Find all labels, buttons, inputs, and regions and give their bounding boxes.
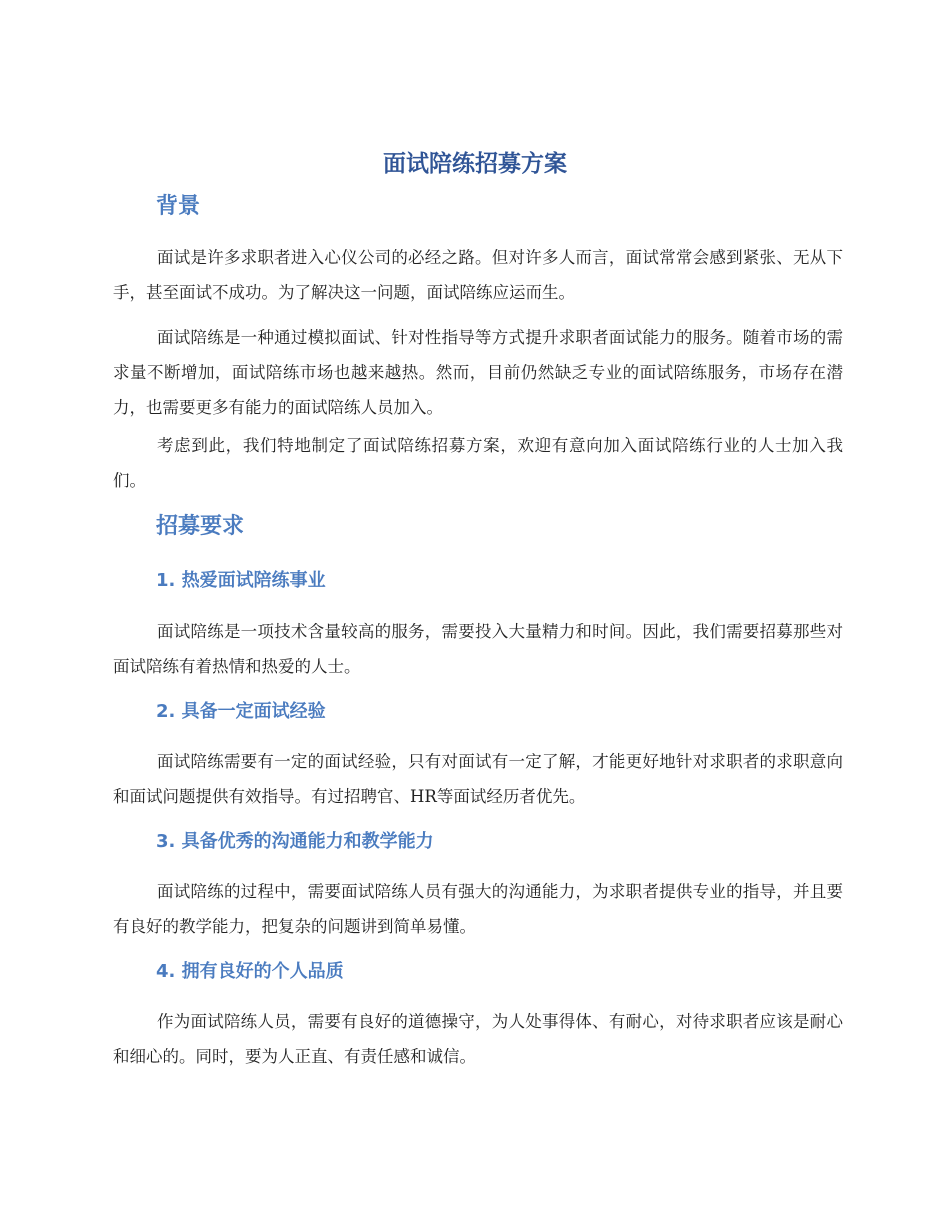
requirement-heading-2: 2. 具备一定面试经验 <box>156 701 326 722</box>
requirement-paragraph-1: 面试陪练是一项技术含量较高的服务，需要投入大量精力和时间。因此，我们需要招募那些对面试陪练有着热情和热爱的人士。 <box>113 622 843 676</box>
requirement-paragraph-3: 面试陪练的过程中，需要面试陪练人员有强大的沟通能力，为求职者提供专业的指导，并且要有良好的教学能力，把复杂的问题讲到简单易懂。 <box>113 882 843 936</box>
requirement-paragraph-2: 面试陪练需要有一定的面试经验，只有对面试有一定了解，才能更好地针对求职者的求职意向和面试问题提供有效指导。有过招聘官、HR等面试经历者优先。 <box>113 752 843 806</box>
requirement-heading-4: 4. 拥有良好的个人品质 <box>156 961 344 982</box>
section-heading-requirements: 招募要求 <box>156 514 245 539</box>
requirement-heading-1: 1. 热爱面试陪练事业 <box>156 570 326 591</box>
document-title: 面试陪练招募方案 <box>383 151 567 177</box>
background-paragraph-2: 面试陪练是一种通过模拟面试、针对性指导等方式提升求职者面试能力的服务。随着市场的需求量不断增加，面试陪练市场也越来越热。然而，目前仍然缺乏专业的面试陪练服务，市场存在潜力，也需要更多有能力的面试陪练人员加入。 <box>113 328 843 417</box>
requirement-paragraph-4: 作为面试陪练人员，需要有良好的道德操守，为人处事得体、有耐心，对待求职者应该是耐心和细心的。同时，要为人正直、有责任感和诚信。 <box>113 1012 843 1066</box>
section-heading-background: 背景 <box>156 194 201 219</box>
background-paragraph-1: 面试是许多求职者进入心仪公司的必经之路。但对许多人而言，面试常常会感到紧张、无从下手，甚至面试不成功。为了解决这一问题，面试陪练应运而生。 <box>113 248 843 302</box>
background-paragraph-3: 考虑到此，我们特地制定了面试陪练招募方案，欢迎有意向加入面试陪练行业的人士加入我们。 <box>113 436 843 490</box>
requirement-heading-3: 3. 具备优秀的沟通能力和教学能力 <box>156 831 434 852</box>
